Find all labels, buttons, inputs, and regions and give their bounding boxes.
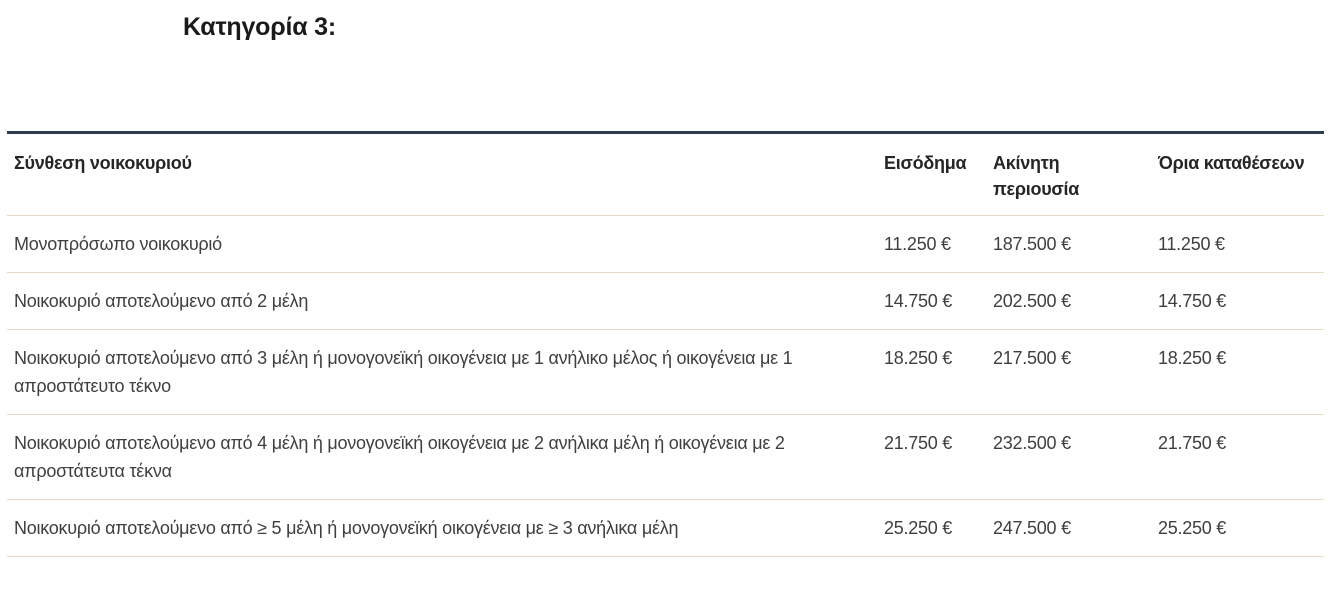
column-header-deposits: Όρια καταθέσεων [1158,133,1324,216]
cell-property: 232.500 € [993,415,1158,500]
cell-property: 217.500 € [993,330,1158,415]
cell-income: 11.250 € [884,216,993,273]
cell-composition: Νοικοκυριό αποτελούμενο από ≥ 5 μέλη ή μονογονεϊκή οικογένεια με ≥ 3 ανήλικα μέλη [7,500,884,557]
table-row [7,415,1324,500]
cell-income: 18.250 € [884,330,993,415]
cell-income: 14.750 € [884,273,993,330]
cell-property: 202.500 € [993,273,1158,330]
cell-deposits: 11.250 € [1158,216,1324,273]
cell-income: 25.250 € [884,500,993,557]
column-header-composition: Σύνθεση νοικοκυριού [7,133,884,216]
column-header-income: Εισόδημα [884,133,993,216]
table-header-row [7,133,1324,216]
table-body [7,216,1324,557]
cell-income: 21.750 € [884,415,993,500]
page-title: Κατηγορία 3: [183,13,337,41]
table-row [7,500,1324,557]
table-header [7,133,1324,216]
table-row [7,273,1324,330]
cell-property: 247.500 € [993,500,1158,557]
column-header-property: Ακίνητη περιουσία [993,133,1158,216]
cell-deposits: 25.250 € [1158,500,1324,557]
cell-composition: Μονοπρόσωπο νοικοκυριό [7,216,884,273]
cell-deposits: 14.750 € [1158,273,1324,330]
cell-composition: Νοικοκυριό αποτελούμενο από 4 μέλη ή μονογονεϊκή οικογένεια με 2 ανήλικα μέλη ή οικογένεια με 2 απροστάτευτα τέκνα [7,415,884,500]
table-container [7,131,1324,557]
table-row [7,330,1324,415]
page [0,13,1331,557]
cell-deposits: 18.250 € [1158,330,1324,415]
cell-composition: Νοικοκυριό αποτελούμενο από 3 μέλη ή μονογονεϊκή οικογένεια με 1 ανήλικο μέλος ή οικογένεια με 1 απροστάτευτο τέκνο [7,330,884,415]
households-table [7,131,1324,557]
cell-composition: Νοικοκυριό αποτελούμενο από 2 μέλη [7,273,884,330]
cell-deposits: 21.750 € [1158,415,1324,500]
table-row [7,216,1324,273]
cell-property: 187.500 € [993,216,1158,273]
